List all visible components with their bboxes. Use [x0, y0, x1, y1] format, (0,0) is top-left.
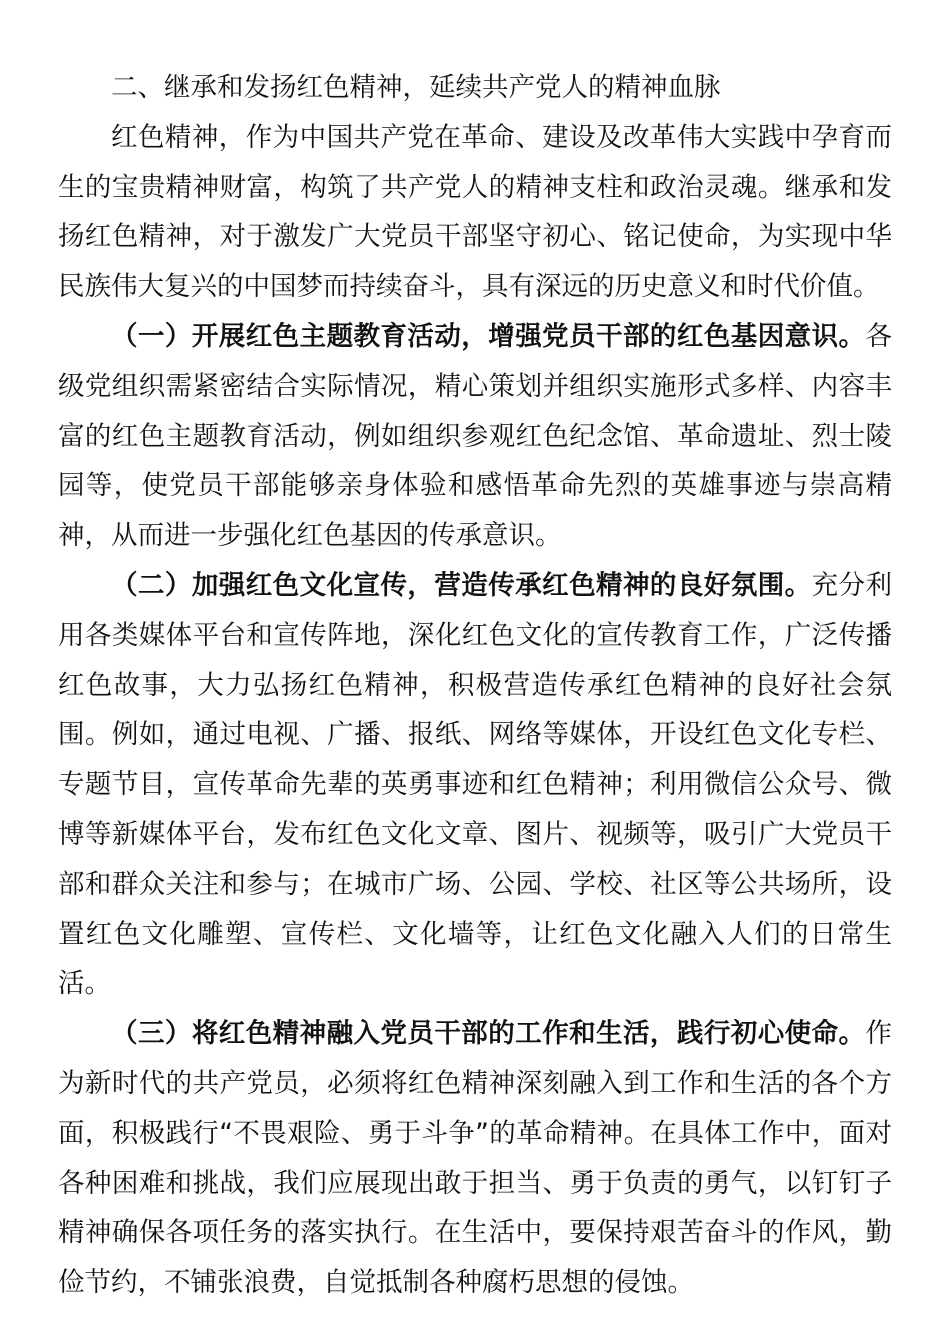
paragraph-body-2: 充分利用各类媒体平台和宣传阵地，深化红色文化的宣传教育工作，广泛传播红色故事，大力弘扬红色精神，积极营造传承红色精神的良好社会氛围。例如，通过电视、广播、报纸、网络等媒体，开设红色文化专栏、专题节目，宣传革命先辈的英勇事迹和红色精神；利用微信公众号、微博等新媒体平台，发布红色文化文章、图片、视频等，吸引广大党员干部和群众关注和参与；在城市广场、公园、学校、社区等公共场所，设置红色文化雕塑、宣传栏、文化墙等，让红色文化融入人们的日常生活。: [58, 569, 893, 1000]
paragraph-lead-2: （二）加强红色文化宣传，营造传承红色精神的良好氛围。: [111, 569, 812, 601]
paragraph-lead-1: （一）开展红色主题教育活动，增强党员干部的红色基因意识。: [111, 320, 866, 352]
paragraph-section-2: [58, 561, 892, 1009]
paragraph-section-3: [58, 1009, 892, 1308]
section-heading: 二、继承和发扬红色精神，延续共产党人的精神血脉: [111, 72, 721, 103]
paragraph-body-3: 作为新时代的共产党员，必须将红色精神深刻融入到工作和生活的各个方面，积极践行“不畏艰险、勇于斗争”的革命精神。在具体工作中，面对各种困难和挑战，我们应展现出敢于担当、勇于负责的勇气，以钉钉子精神确保各项任务的落实执行。在生活中，要保持艰苦奋斗的作风，勤俭节约，不铺张浪费，自觉抵制各种腐朽思想的侵蚀。: [58, 1018, 892, 1299]
document-page: [58, 63, 892, 1308]
intro-paragraph: 红色精神，作为中国共产党在革命、建设及改革伟大实践中孕育而生的宝贵精神财富，构筑了共产党人的精神支柱和政治灵魂。继承和发扬红色精神，对于激发广大党员干部坚守初心、铭记使命，为实现中华民族伟大复兴的中国梦而持续奋斗，具有深远的历史意义和时代价值。: [58, 121, 892, 303]
paragraph-section-1: [58, 312, 892, 561]
paragraph-body-1: 各级党组织需紧密结合实际情况，精心策划并组织实施形式多样、内容丰富的红色主题教育活动，例如组织参观红色纪念馆、革命遗址、烈士陵园等，使党员干部能够亲身体验和感悟革命先烈的英雄事迹与崇高精神，从而进一步强化红色基因的传承意识。: [58, 320, 892, 552]
paragraph-lead-3: （三）将红色精神融入党员干部的工作和生活，践行初心使命。: [111, 1018, 866, 1050]
